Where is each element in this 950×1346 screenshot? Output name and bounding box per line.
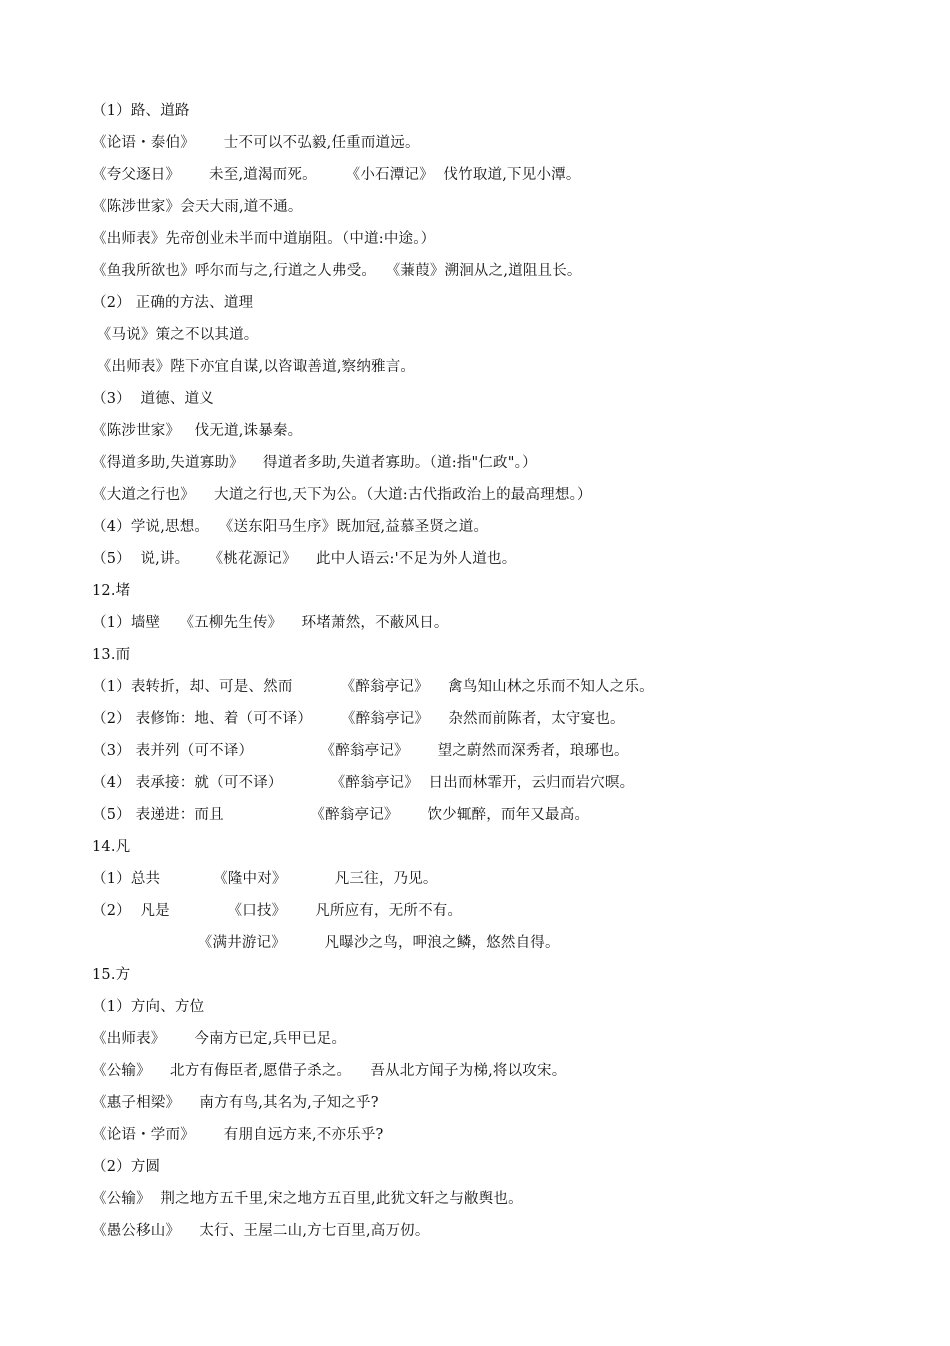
text-line: 《惠子相梁》 南方有鸟,其名为,子知之乎? <box>92 1095 379 1111</box>
text-line: 《出师表》先帝创业未半而中道崩阻。（中道:中途。） <box>92 231 436 247</box>
text-line: 《出师表》陛下亦宜自谋,以咨诹善道,察纳雅言。 <box>92 359 416 375</box>
text-line: 《陈涉世家》会天大雨,道不通。 <box>92 199 303 215</box>
text-line: 《夸父逐日》 未至,道渴而死。 《小石潭记》 伐竹取道,下见小潭。 <box>92 167 581 183</box>
text-line: （5） 说,讲。 《桃花源记》 此中人语云:'不足为外人道也。 <box>92 551 517 567</box>
text-line: （1）方向、方位 <box>92 999 205 1015</box>
section-heading: 13.而 <box>92 647 131 663</box>
text-line: 《公输》 荆之地方五千里,宋之地方五百里,此犹文轩之与敝舆也。 <box>92 1191 523 1207</box>
text-line: （1）表转折，却、可是、然而 《醉翁亭记》 禽鸟知山林之乐而不知人之乐。 <box>92 679 654 695</box>
text-line: 《大道之行也》 大道之行也,天下为公。（大道:古代指政治上的最高理想。） <box>92 487 592 503</box>
section-heading: 14.凡 <box>92 839 131 855</box>
text-line: （3） 道德、道义 <box>92 391 214 407</box>
text-line: （4）学说,思想。 《送东阳马生序》既加冠,益慕圣贤之道。 <box>92 519 489 535</box>
text-line: （2） 凡是 《口技》 凡所应有，无所不有。 <box>92 903 463 919</box>
text-line: 《马说》策之不以其道。 <box>92 327 259 343</box>
text-line: （1）总共 《隆中对》 凡三往，乃见。 <box>92 871 438 887</box>
text-line: （1）路、道路 <box>92 103 190 119</box>
text-line: 《论语・学而》 有朋自远方来,不亦乐乎? <box>92 1127 384 1143</box>
text-line: 《出师表》 今南方已定,兵甲已足。 <box>92 1031 347 1047</box>
text-line: 《论语・泰伯》 士不可以不弘毅,任重而道远。 <box>92 135 420 151</box>
text-line: （1）墙壁 《五柳先生传》 环堵萧然，不蔽风日。 <box>92 615 449 631</box>
text-line: （2）方圆 <box>92 1159 161 1175</box>
text-line: （5） 表递进：而且 《醉翁亭记》 饮少辄醉，而年又最高。 <box>92 807 590 823</box>
text-line: 《满井游记》 凡曝沙之鸟，呷浪之鳞，悠然自得。 <box>92 935 560 951</box>
text-line: 《鱼我所欲也》呼尔而与之,行道之人弗受。 《蒹葭》溯洄从之,道阻且长。 <box>92 263 582 279</box>
text-line: 《愚公移山》 太行、王屋二山,方七百里,高万仞。 <box>92 1223 430 1239</box>
text-line: 《公输》 北方有侮臣者,愿借子杀之。 吾从北方闻子为梯,将以攻宋。 <box>92 1063 567 1079</box>
text-line: （4） 表承接：就（可不译） 《醉翁亭记》 日出而林霏开，云归而岩穴暝。 <box>92 775 635 791</box>
text-line: （2） 表修饰：地、着（可不译） 《醉翁亭记》 杂然而前陈者，太守宴也。 <box>92 711 625 727</box>
text-line: 《陈涉世家》 伐无道,诛暴秦。 <box>92 423 303 439</box>
section-heading: 12.堵 <box>92 583 131 599</box>
text-line: 《得道多助,失道寡助》 得道者多助,失道者寡助。（道:指"仁政"。） <box>92 455 537 471</box>
section-heading: 15.方 <box>92 967 131 983</box>
text-line: （2） 正确的方法、道理 <box>92 295 254 311</box>
text-line: （3） 表并列（可不译） 《醉翁亭记》 望之蔚然而深秀者，琅琊也。 <box>92 743 629 759</box>
